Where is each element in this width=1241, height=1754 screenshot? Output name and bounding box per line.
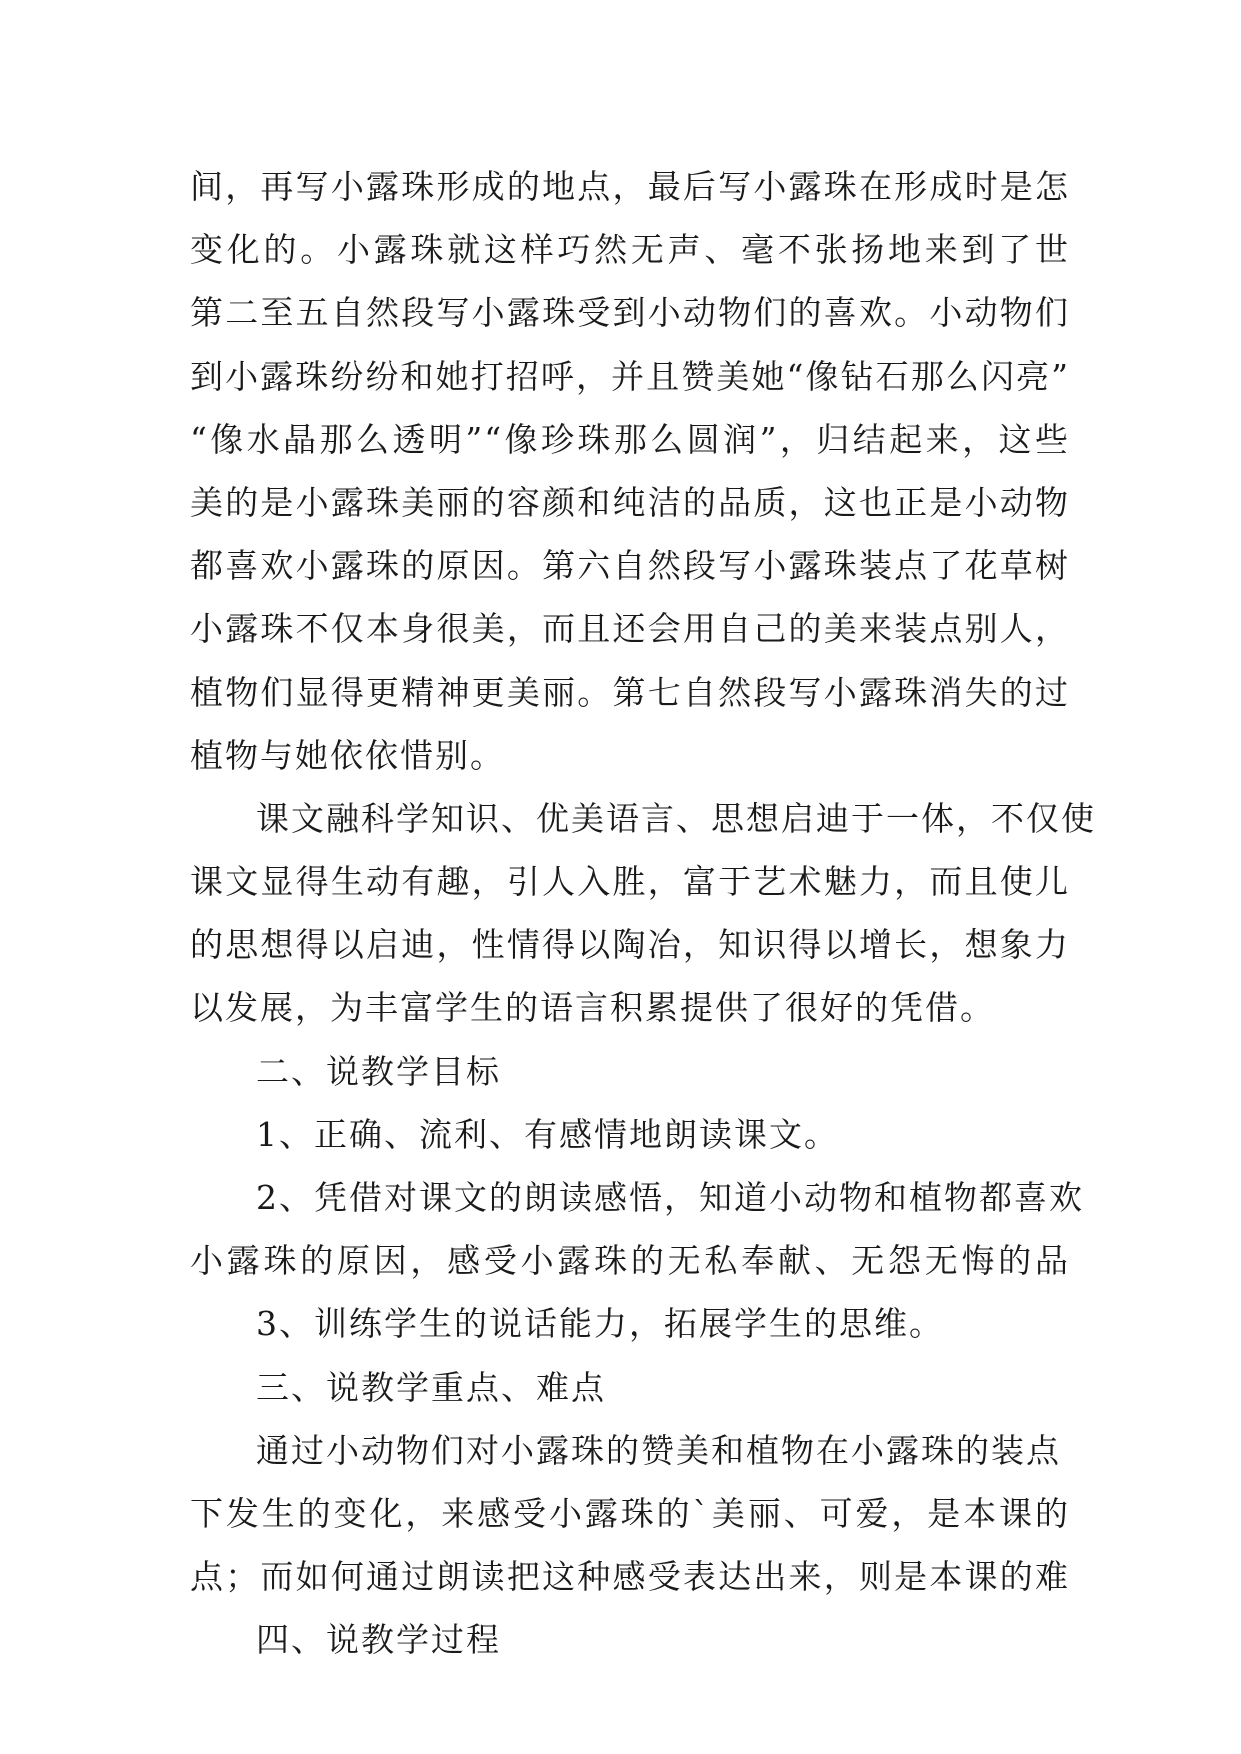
text-line: 的思想得以启迪，性情得以陶冶，知识得以增长，想象力 bbox=[190, 925, 1070, 965]
text-line: 点；而如何通过朗读把这种感受表达出来，则是本课的难 bbox=[190, 1557, 1070, 1597]
section-heading: 二、说教学目标 bbox=[256, 1051, 501, 1091]
text-line: 植物与她依依惜别。 bbox=[190, 735, 505, 775]
document-body bbox=[190, 155, 1096, 1672]
paragraph-first-line: 通过小动物们对小露珠的赞美和植物在小露珠的装点 bbox=[256, 1430, 1061, 1470]
text-line: 植物们显得更精神更美丽。第七自然段写小露珠消失的过 bbox=[190, 672, 1070, 712]
text-line: 第二至五自然段写小露珠受到小动物们的喜欢。小动物们 bbox=[190, 293, 1070, 333]
list-item: 2、凭借对课文的朗读感悟，知道小动物和植物都喜欢 bbox=[256, 1178, 1084, 1217]
paragraph-first-line: 课文融科学知识、优美语言、思想启迪于一体，不仅使 bbox=[256, 798, 1096, 838]
list-item: 3、训练学生的说话能力，拓展学生的思维。 bbox=[256, 1304, 944, 1344]
section-heading: 四、说教学过程 bbox=[256, 1620, 501, 1660]
text-line: “像水晶那么透明”“像珍珠那么圆润”，归结起来，这些 bbox=[190, 419, 1070, 459]
text-line: 都喜欢小露珠的原因。第六自然段写小露珠装点了花草树 bbox=[190, 546, 1070, 586]
text-line: 美的是小露珠美丽的容颜和纯洁的品质，这也正是小动物 bbox=[190, 482, 1070, 522]
section-heading: 三、说教学重点、难点 bbox=[256, 1367, 606, 1407]
text-line: 课文显得生动有趣，引人入胜，富于艺术魅力，而且使儿 bbox=[190, 862, 1070, 902]
text-line: 小露珠的原因，感受小露珠的无私奉献、无怨无悔的品 bbox=[190, 1241, 1070, 1281]
text-line: 小露珠不仅本身很美，而且还会用自己的美来装点别人， bbox=[190, 609, 1070, 649]
text-line: 到小露珠纷纷和她打招呼，并且赞美她“像钻石那么闪亮” bbox=[190, 356, 1070, 396]
text-line: 下发生的变化，来感受小露珠的`美丽、可爱，是本课的 bbox=[190, 1493, 1070, 1533]
text-line: 变化的。小露珠就这样巧然无声、毫不张扬地来到了世 bbox=[190, 230, 1070, 270]
text-line: 以发展，为丰富学生的语言积累提供了很好的凭借。 bbox=[190, 988, 995, 1028]
text-line: 间，再写小露珠形成的地点，最后写小露珠在形成时是怎 bbox=[190, 167, 1070, 206]
list-item: 1、正确、流利、有感情地朗读课文。 bbox=[256, 1114, 839, 1154]
